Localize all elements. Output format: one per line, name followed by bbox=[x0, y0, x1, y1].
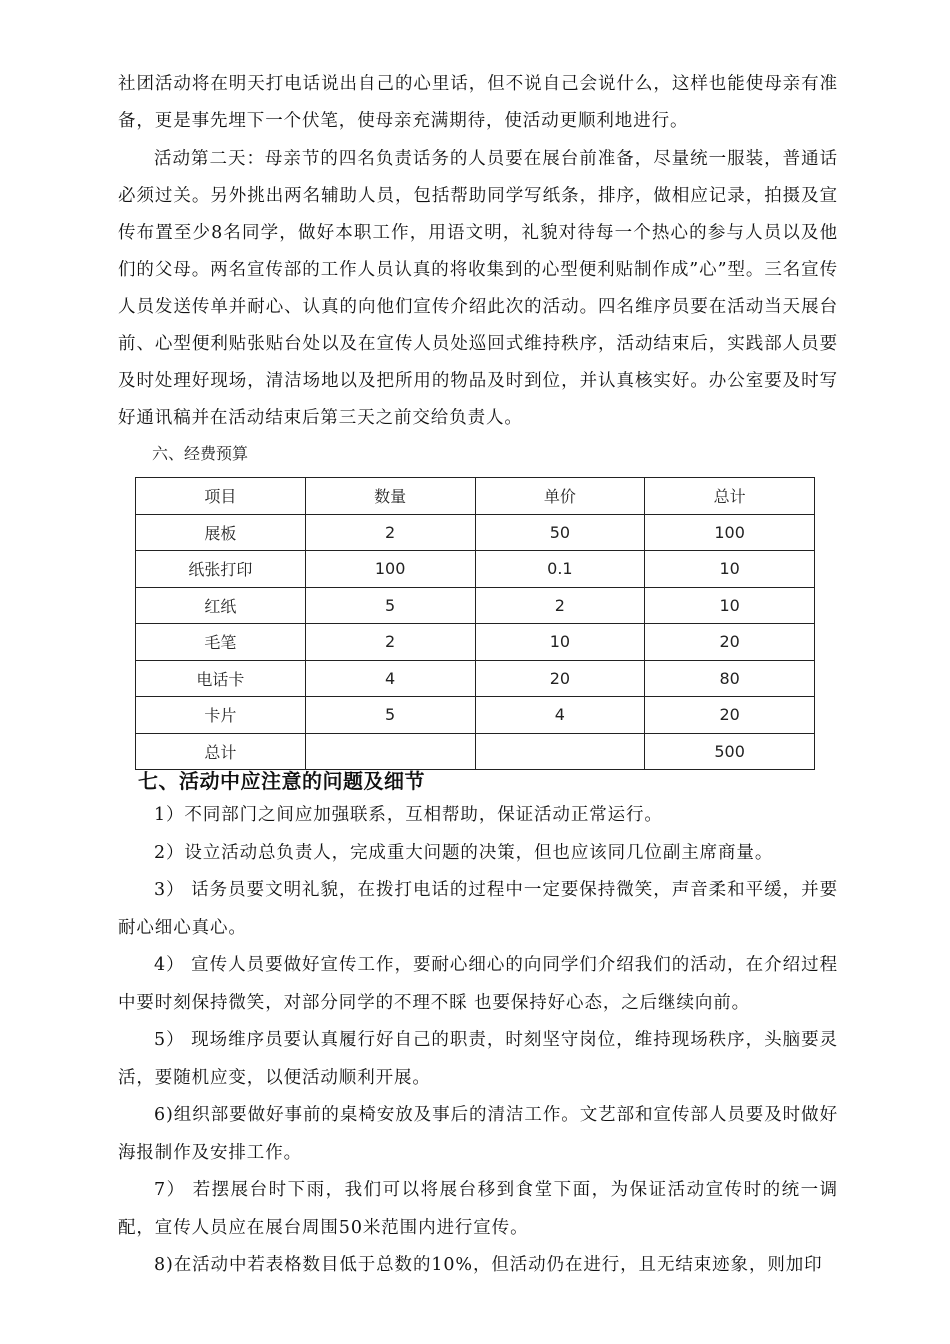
table-cell: 毛笔 bbox=[136, 624, 306, 661]
table-row bbox=[136, 624, 815, 661]
table-cell: 80 bbox=[645, 660, 815, 697]
list-item: 2）设立活动总负责人，完成重大问题的决策，但也应该同几位副主席商量。 bbox=[154, 842, 774, 863]
list-item: 4） 宣传人员要做好宣传工作，要耐心细心的向同学们介绍我们的活动，在介绍过程中要时刻保持微笑，对部分同学的不理不睬 也要保持好心态，之后继续向前。 bbox=[118, 955, 838, 1013]
table-cell: 100 bbox=[305, 551, 475, 588]
table-cell bbox=[475, 733, 645, 770]
table-cell: 10 bbox=[645, 587, 815, 624]
list-item: 5） 现场维序员要认真履行好自己的职责，时刻坚守岗位，维持现场秩序，头脑要灵活，要随机应变，以便活动顺利开展。 bbox=[118, 1030, 838, 1088]
table-cell: 0.1 bbox=[475, 551, 645, 588]
table-cell: 20 bbox=[645, 624, 815, 661]
table-cell: 4 bbox=[475, 697, 645, 734]
table-row bbox=[136, 660, 815, 697]
day-two-paragraph: 活动第二天：母亲节的四名负责话务的人员要在展台前准备，尽量统一服装，普通话必须过关。另外挑出两名辅助人员，包括帮助同学写纸条，排序，做相应记录，拍摄及宣传布置至少8名同学，做好本职工作，用语文明，礼貌对待每一个热心的参与人员以及他们的父母。两名宣传部的工作人员认真的将收集到的心型便利贴制作成”心”型。三名宣传人员发送传单并耐心、认真的向他们宣传介绍此次的活动。四名维序员要在活动当天展台前、心型便利贴张贴台处以及在宣传人员处巡回式维持秩序，活动结束后，实践部人员要及时处理好现场，清洁场地以及把所用的物品及时到位，并认真核实好。办公室要及时写好通讯稿并在活动结束后第三天之前交给负责人。 bbox=[118, 149, 838, 428]
budget-heading: 六、经费预算 bbox=[152, 444, 249, 463]
list-item: 7） 若摆展台时下雨，我们可以将展台移到食堂下面，为保证活动宣传时的统一调配，宣传人员应在展台周围50米范围内进行宣传。 bbox=[118, 1180, 838, 1238]
list-item: 6)组织部要做好事前的桌椅安放及事后的清洁工作。文艺部和宣传部人员要及时做好海报制作及安排工作。 bbox=[118, 1105, 838, 1163]
table-cell: 100 bbox=[645, 514, 815, 551]
table-cell: 纸张打印 bbox=[136, 551, 306, 588]
table-cell: 5 bbox=[305, 697, 475, 734]
table-cell: 10 bbox=[645, 551, 815, 588]
table-cell: 2 bbox=[305, 514, 475, 551]
table-cell: 电话卡 bbox=[136, 660, 306, 697]
table-cell: 2 bbox=[475, 587, 645, 624]
table-cell: 50 bbox=[475, 514, 645, 551]
header-item: 项目 bbox=[136, 478, 306, 515]
table-row bbox=[136, 551, 815, 588]
table-cell: 10 bbox=[475, 624, 645, 661]
table-cell: 2 bbox=[305, 624, 475, 661]
header-total: 总计 bbox=[645, 478, 815, 515]
budget-table bbox=[135, 477, 815, 770]
table-header-row bbox=[136, 478, 815, 515]
table-cell: 20 bbox=[475, 660, 645, 697]
table-row bbox=[136, 514, 815, 551]
table-cell: 卡片 bbox=[136, 697, 306, 734]
table-cell: 5 bbox=[305, 587, 475, 624]
list-item: 1）不同部门之间应加强联系，互相帮助，保证活动正常运行。 bbox=[154, 805, 663, 825]
table-row bbox=[136, 587, 815, 624]
header-unit-price: 单价 bbox=[475, 478, 645, 515]
table-cell: 20 bbox=[645, 697, 815, 734]
notes-list bbox=[118, 797, 838, 1285]
header-quantity: 数量 bbox=[305, 478, 475, 515]
table-cell: 4 bbox=[305, 660, 475, 697]
table-cell: 展板 bbox=[136, 514, 306, 551]
section-seven-title: 七、活动中应注意的问题及细节 bbox=[138, 769, 425, 793]
intro-paragraph: 社团活动将在明天打电话说出自己的心里话，但不说自己会说什么，这样也能使母亲有准备，更是事先埋下一个伏笔，使母亲充满期待，使活动更顺利地进行。 bbox=[118, 74, 838, 131]
table-cell: 500 bbox=[645, 733, 815, 770]
table-cell: 总计 bbox=[136, 733, 306, 770]
list-item: 3） 话务员要文明礼貌，在拨打电话的过程中一定要保持微笑，声音柔和平缓，并要耐心细心真心。 bbox=[118, 880, 838, 938]
list-item: 8)在活动中若表格数目低于总数的10%，但活动仍在进行，且无结束迹象，则加印 bbox=[154, 1255, 823, 1275]
table-row bbox=[136, 697, 815, 734]
table-cell: 红纸 bbox=[136, 587, 306, 624]
